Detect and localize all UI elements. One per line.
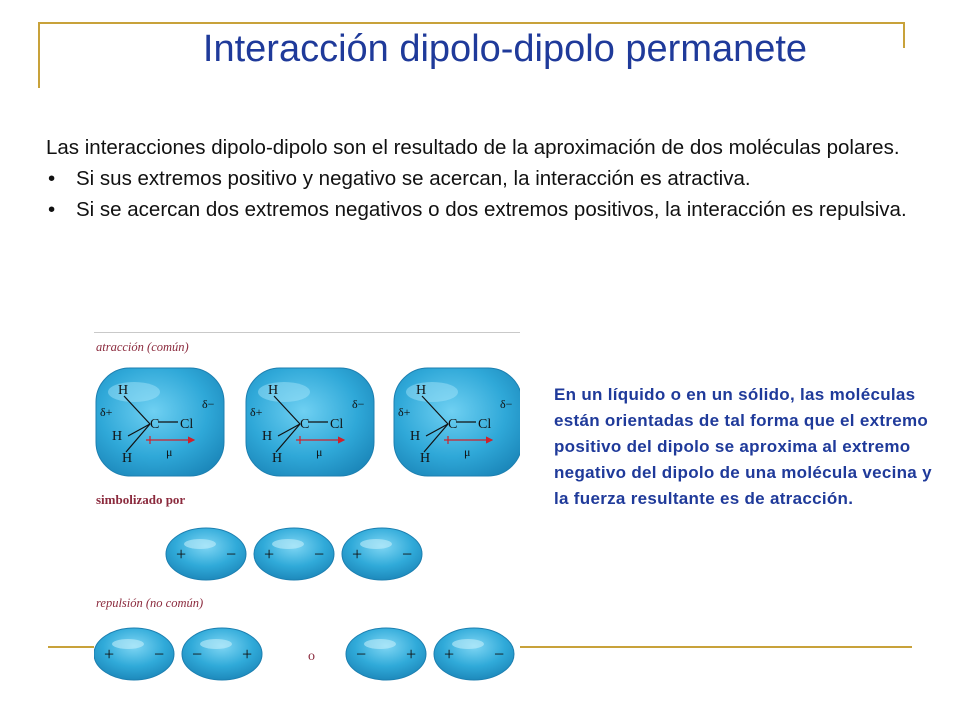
frame-top-line <box>40 22 905 24</box>
charge-sign: + <box>176 544 187 564</box>
delta-minus: δ− <box>500 397 513 411</box>
oval-highlight <box>184 539 216 549</box>
atom-h: H <box>262 429 273 444</box>
label-symbolized: simbolizado por <box>96 492 186 507</box>
delta-minus: δ− <box>202 397 215 411</box>
molecule-highlight <box>258 382 310 402</box>
label-attraction: atracción (común) <box>96 340 189 354</box>
atom-c: C <box>150 417 160 432</box>
slide-title: Interacción dipolo-dipolo permanete <box>202 28 808 70</box>
atom-h: H <box>268 383 279 398</box>
charge-sign: − <box>402 544 413 564</box>
oval-highlight <box>200 639 232 649</box>
atom-h: H <box>112 429 123 444</box>
symbol-oval-1 <box>166 528 246 580</box>
atom-h: H <box>272 451 283 466</box>
charge-sign: + <box>406 644 417 664</box>
bullet-repulsive: • Si se acercan dos extremos negativos o dos extremos positivos, la interacción es repulsiva. <box>46 194 926 225</box>
molecule-highlight <box>108 382 160 402</box>
atom-cl: Cl <box>478 417 492 432</box>
charge-sign: + <box>242 644 253 664</box>
repulsion-oval-4 <box>434 628 514 680</box>
repulsion-oval-2 <box>182 628 262 680</box>
atom-h: H <box>122 451 133 466</box>
charge-sign: − <box>192 644 203 664</box>
attraction-molecules-row <box>96 368 520 476</box>
oval-highlight <box>452 639 484 649</box>
symbol-oval-3 <box>342 528 422 580</box>
charge-sign: + <box>264 544 275 564</box>
oval-highlight <box>112 639 144 649</box>
symbol-oval-2 <box>254 528 334 580</box>
symbolized-row <box>166 528 422 580</box>
repulsion-row <box>94 628 514 680</box>
mu-symbol: μ <box>316 445 323 459</box>
connector-o: o <box>308 649 315 664</box>
bullet-attractive: • Si sus extremos positivo y negativo se acercan, la interacción es atractiva. <box>46 163 926 194</box>
atom-cl: Cl <box>180 417 194 432</box>
oval-highlight <box>364 639 396 649</box>
mu-symbol: μ <box>464 445 471 459</box>
repulsion-oval-3 <box>346 628 426 680</box>
body-text <box>46 132 926 225</box>
charge-sign: − <box>314 544 325 564</box>
mu-symbol: μ <box>166 445 173 459</box>
charge-sign: − <box>356 644 367 664</box>
molecule-3 <box>394 368 520 476</box>
charge-sign: − <box>494 644 505 664</box>
atom-c: C <box>448 417 458 432</box>
molecule-2 <box>246 368 374 476</box>
molecule-1 <box>96 368 224 476</box>
charge-sign: + <box>444 644 455 664</box>
side-explanation: En un líquido o en un sólido, las moléculas están orientadas de tal forma que el extremo positivo del dipolo se aproxima al extremo negativo del dipolo de una molécula vecina y la fuerza resultante es de atracción. <box>554 385 932 508</box>
oval-highlight <box>360 539 392 549</box>
repulsion-oval-1 <box>94 628 174 680</box>
oval-highlight <box>272 539 304 549</box>
molecule-highlight <box>406 382 458 402</box>
bullet-list <box>46 163 926 225</box>
intro-paragraph: Las interacciones dipolo-dipolo son el resultado de la aproximación de dos moléculas polares. <box>46 136 900 159</box>
delta-plus: δ+ <box>398 405 411 419</box>
delta-minus: δ− <box>352 397 365 411</box>
charge-sign: − <box>226 544 237 564</box>
label-repulsion: repulsión (no común) <box>96 596 204 610</box>
dipole-figure <box>94 332 520 688</box>
atom-h: H <box>118 383 129 398</box>
charge-sign: + <box>352 544 363 564</box>
charge-sign: − <box>154 644 165 664</box>
delta-plus: δ+ <box>100 405 113 419</box>
atom-h: H <box>420 451 431 466</box>
dipole-illustration <box>94 332 520 688</box>
charge-sign: + <box>104 644 115 664</box>
atom-c: C <box>300 417 310 432</box>
delta-plus: δ+ <box>250 405 263 419</box>
atom-h: H <box>416 383 427 398</box>
atom-h: H <box>410 429 421 444</box>
atom-cl: Cl <box>330 417 344 432</box>
